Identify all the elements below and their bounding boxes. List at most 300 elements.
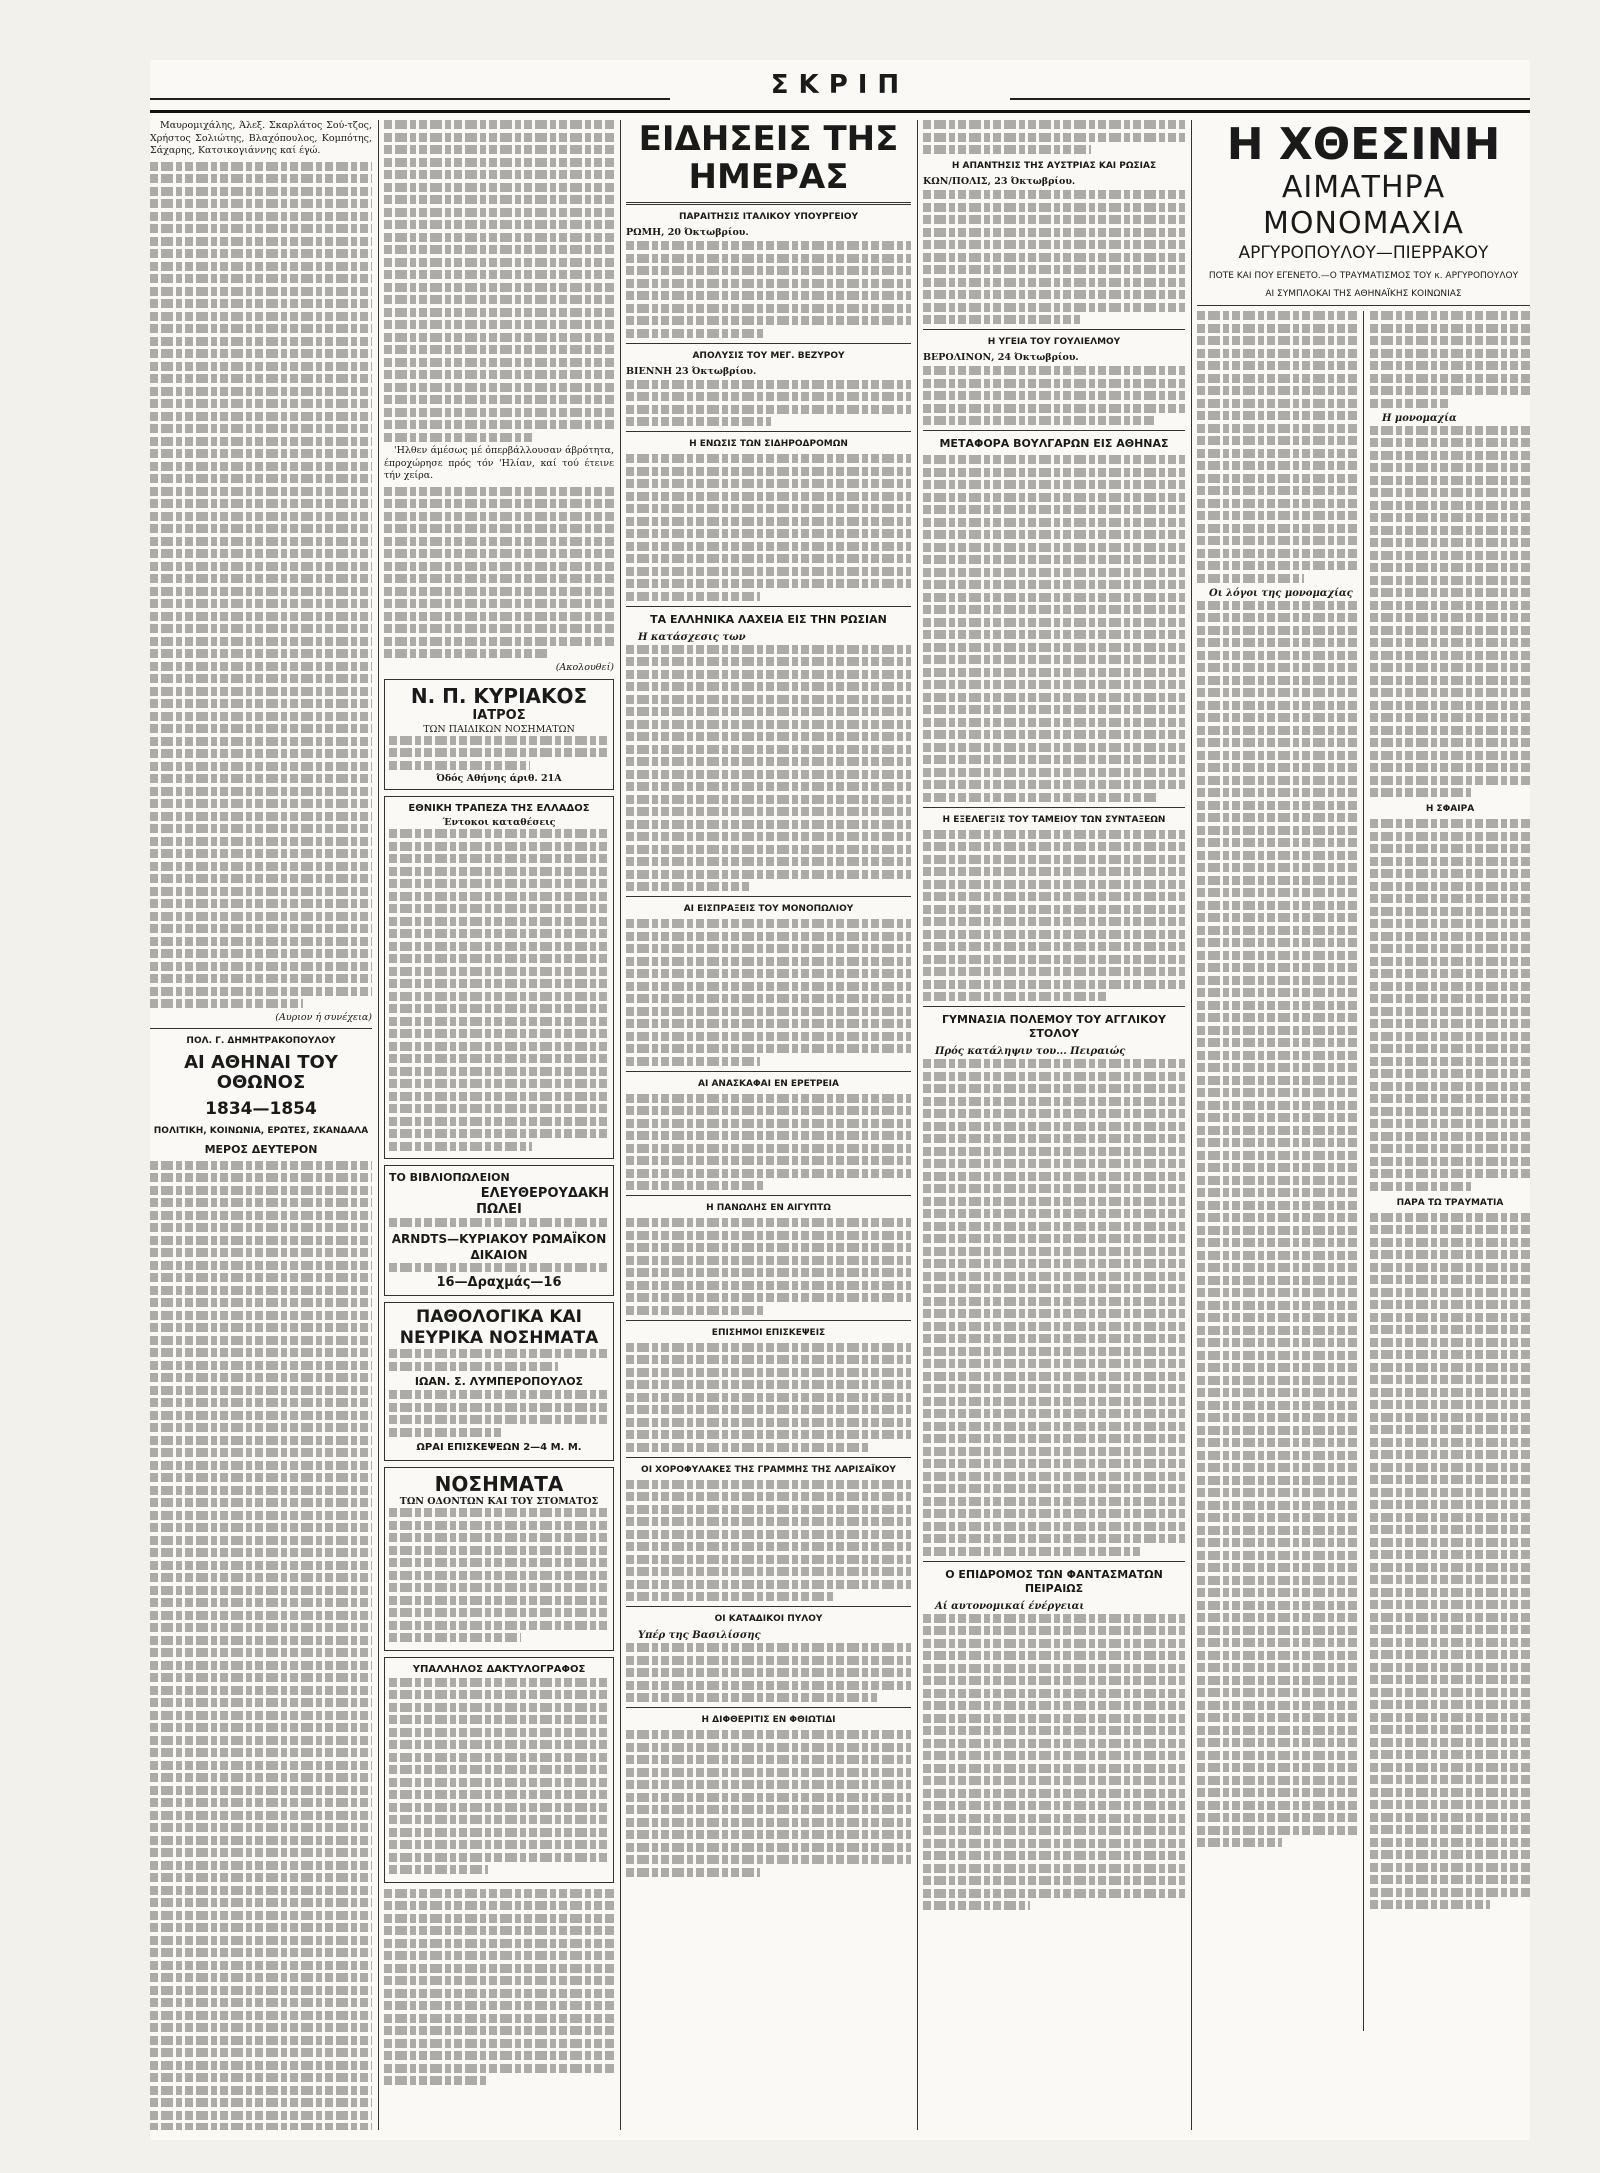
- text-block: [626, 380, 911, 427]
- text-line: [923, 855, 1185, 864]
- continuation-note: (Αυριον ή συνέχεια): [275, 1011, 372, 1023]
- text-line: [1197, 988, 1357, 997]
- text-line: [923, 530, 1185, 539]
- text-line: [923, 1701, 1185, 1710]
- text-line: [1197, 436, 1357, 445]
- text-line: [389, 1571, 609, 1580]
- text-line: [150, 874, 372, 883]
- text-line: [1197, 663, 1357, 672]
- text-line: [150, 1586, 372, 1595]
- text-line: [923, 1334, 1185, 1343]
- text-line: [1370, 551, 1530, 560]
- text-line: [384, 2051, 614, 2060]
- text-line: [1370, 1463, 1530, 1472]
- text-line: [1370, 1388, 1530, 1397]
- text-line: [1370, 907, 1530, 916]
- text-block: [1197, 311, 1357, 583]
- text-line: [626, 316, 911, 325]
- text-line: [1370, 463, 1530, 472]
- text-line: [1197, 651, 1357, 660]
- text-line: [150, 599, 372, 608]
- text-line: [1370, 1132, 1530, 1141]
- news-headline: ΓΥΜΝΑΣΙΑ ΠΟΛΕΜΟΥ ΤΟΥ ΑΓΓΛΙΚΟΥ ΣΤΟΛΟΥ: [942, 1013, 1166, 1040]
- text-line: [1197, 851, 1357, 860]
- text-line: [923, 1247, 1185, 1256]
- text-line: [1370, 1563, 1530, 1572]
- ad-subtitle: ΤΩΝ ΟΔΟΝΤΩΝ ΚΑΙ ΤΟΥ ΣΤΟΜΑΤΟΣ: [399, 1496, 599, 1507]
- text-line: [923, 1397, 1185, 1406]
- text-line: [150, 662, 372, 671]
- text-line: [1370, 1688, 1530, 1697]
- text-line: [1197, 536, 1357, 545]
- text-line: [923, 1851, 1185, 1860]
- text-line: [150, 2098, 372, 2107]
- text-line: [384, 245, 614, 254]
- text-line: [923, 618, 1185, 627]
- text-line: [1370, 576, 1530, 585]
- ad-shop-name: ΕΛΕΥΘΕΡΟΥΔΑΚΗ: [480, 1186, 609, 1201]
- text-line: [626, 670, 911, 679]
- text-line: [384, 1939, 614, 1948]
- text-line: [1197, 1451, 1357, 1460]
- text-line: [384, 562, 614, 571]
- text-line: [1197, 336, 1357, 345]
- text-line: [923, 1839, 1185, 1848]
- text-line: [384, 370, 614, 379]
- text-line: [384, 599, 614, 608]
- text-line: [150, 1473, 372, 1482]
- text-line: [150, 637, 372, 646]
- text-line: [150, 2123, 372, 2130]
- text-line: [384, 258, 614, 267]
- text-line: [1197, 1638, 1357, 1647]
- text-line: [389, 1803, 609, 1812]
- column-3: [626, 120, 911, 2130]
- text-line: [150, 2011, 372, 2020]
- feature-deck: ΑΙ ΣΥΜΠΛΟΚΑΙ ΤΗΣ ΑΘΗΝΑΪΚΗΣ ΚΟΙΝΩΝΙΑΣ: [1265, 289, 1462, 299]
- text-line: [1370, 1588, 1530, 1597]
- text-line: [1197, 1488, 1357, 1497]
- text-line: [923, 203, 1185, 212]
- text-line: [150, 1923, 372, 1932]
- text-line: [384, 158, 614, 167]
- text-line: [150, 862, 372, 871]
- text-block: [626, 1343, 911, 1452]
- text-line: [626, 417, 771, 426]
- text-line: [1197, 1838, 1282, 1847]
- text-line: [384, 170, 614, 179]
- divider: [626, 1457, 911, 1458]
- text-line: [923, 880, 1185, 889]
- text-line: [923, 1309, 1185, 1318]
- text-line: [384, 358, 614, 367]
- text-line: [150, 612, 372, 621]
- text-line: [923, 315, 1080, 324]
- text-line: [384, 320, 614, 329]
- text-line: [150, 1186, 372, 1195]
- news-headline: ΤΑ ΕΛΛΗΝΙΚΑ ΛΑΧΕΙΑ ΕΙΣ ΤΗΝ ΡΩΣΙΑΝ: [650, 612, 887, 626]
- dateline-text: ΒΙΕΝΝΗ 23 Όκτωβρίου.: [626, 365, 757, 377]
- text-line: [626, 1293, 911, 1302]
- ad-title: ΤΟ ΒΙΒΛΙΟΠΩΛΕΙΟΝ: [389, 1171, 510, 1184]
- text-line: [626, 405, 911, 414]
- column-rule: [1191, 120, 1192, 2130]
- text-line: [1197, 424, 1357, 433]
- text-line: [626, 795, 911, 804]
- text-line: [389, 917, 609, 926]
- text-line: [1370, 1663, 1530, 1672]
- text-line: [1197, 838, 1357, 847]
- text-line: [150, 1798, 372, 1807]
- text-line: [150, 1686, 372, 1695]
- text-line: [626, 567, 911, 576]
- text-line: [384, 1889, 614, 1898]
- text-line: [923, 892, 1185, 901]
- text-line: [923, 980, 1185, 989]
- text-line: [1197, 751, 1357, 760]
- text-line: [1370, 688, 1530, 697]
- divider: [626, 343, 911, 344]
- text-line: [1197, 511, 1357, 520]
- text-line: [923, 391, 1185, 400]
- divider: [626, 1320, 911, 1321]
- text-line: [923, 755, 1185, 764]
- text-line: [150, 1898, 372, 1907]
- text-line: [150, 1211, 372, 1220]
- text-line: [1370, 1275, 1530, 1284]
- text-line: [1197, 1101, 1357, 1110]
- text-line: [1197, 1526, 1357, 1535]
- text-line: [1370, 1725, 1530, 1734]
- text-line: [1370, 626, 1530, 635]
- text-line: [150, 174, 372, 183]
- text-line: [1197, 1576, 1357, 1585]
- text-line: [389, 1403, 609, 1412]
- dateline: [626, 366, 911, 377]
- text-line: [1197, 863, 1357, 872]
- text-line: [1197, 1051, 1357, 1060]
- serial-years: 1834—1854: [205, 1098, 317, 1119]
- text-line: [1197, 1513, 1357, 1522]
- news-headline: Η ΑΠΑΝΤΗΣΙΣ ΤΗΣ ΑΥΣΤΡΙΑΣ ΚΑΙ ΡΩΣΙΑΣ: [951, 161, 1157, 171]
- text-line: [1197, 1213, 1357, 1222]
- text-line: [150, 2086, 372, 2095]
- text-line: [626, 1768, 911, 1777]
- text-line: [626, 492, 911, 501]
- text-line: [923, 228, 1185, 237]
- text-line: [1197, 374, 1357, 383]
- text-line: [626, 1843, 911, 1852]
- text-line: [1197, 1463, 1357, 1472]
- text-line: [150, 299, 372, 308]
- text-line: [1370, 1788, 1530, 1797]
- text-line: [923, 468, 1185, 477]
- text-line: [150, 437, 372, 446]
- text-line: [1197, 601, 1357, 610]
- text-line: [1370, 501, 1530, 510]
- divider: [626, 1195, 911, 1196]
- text-line: [923, 1676, 1185, 1685]
- divider: [923, 1006, 1185, 1007]
- news-headline: ΑΠΟΛΥΣΙΣ ΤΟΥ ΜΕΓ. ΒΕΖΥΡΟΥ: [692, 350, 845, 361]
- text-line: [1370, 324, 1530, 333]
- text-line: [626, 1380, 911, 1389]
- text-line: [1197, 349, 1357, 358]
- column-rule: [917, 120, 918, 2130]
- text-line: [150, 474, 372, 483]
- text-line: [626, 1268, 911, 1277]
- text-line: [626, 957, 911, 966]
- text-line: [150, 1198, 372, 1207]
- text-line: [1370, 676, 1530, 685]
- divider: [626, 1606, 911, 1607]
- text-block: [626, 1643, 911, 1702]
- text-line: [150, 1386, 372, 1395]
- text-line: [923, 1472, 1185, 1481]
- text-line: [923, 1384, 1185, 1393]
- text-line: [923, 133, 1185, 142]
- text-line: [923, 1776, 1185, 1785]
- text-block: [384, 487, 614, 659]
- text-line: [150, 1648, 372, 1657]
- text-line: [150, 1461, 372, 1470]
- text-line: [384, 512, 614, 521]
- text-line: [1370, 1875, 1530, 1884]
- text-line: [1370, 1082, 1530, 1091]
- text-line: [1197, 1476, 1357, 1485]
- text-line: [150, 1861, 372, 1870]
- text-line: [923, 1359, 1185, 1368]
- text-line: [923, 1639, 1185, 1648]
- text-line: [1197, 713, 1357, 722]
- text-line: [1370, 788, 1471, 797]
- text-line: [626, 479, 911, 488]
- text-line: [1197, 1226, 1357, 1235]
- text-line: [1197, 1026, 1357, 1035]
- text-line: [626, 542, 911, 551]
- text-line: [150, 799, 372, 808]
- text-line: [1197, 461, 1357, 470]
- text-line: [626, 1430, 911, 1439]
- text-line: [923, 1322, 1185, 1331]
- text-line: [626, 845, 911, 854]
- text-line: [150, 1448, 372, 1457]
- text-line: [1197, 1263, 1357, 1272]
- text-line: [626, 1256, 911, 1265]
- text-line: [150, 1986, 372, 1995]
- text-line: [1370, 1144, 1530, 1153]
- text-line: [626, 1730, 911, 1739]
- text-line: [389, 1129, 609, 1138]
- text-block: [384, 120, 614, 442]
- text-line: [1197, 701, 1357, 710]
- text-line: [1197, 1188, 1357, 1197]
- text-line: [384, 2026, 614, 2035]
- text-line: [1370, 374, 1530, 383]
- text-line: [389, 1828, 609, 1837]
- text-line: [389, 842, 609, 851]
- text-line: [150, 2048, 372, 2057]
- text-line: [1370, 336, 1530, 345]
- text-line: [626, 695, 911, 704]
- text-line: [389, 1017, 609, 1026]
- text-line: [389, 761, 530, 770]
- text-block: [1197, 601, 1357, 1848]
- text-line: [389, 1079, 609, 1088]
- text-line: [1197, 1201, 1357, 1210]
- text-line: [150, 1598, 372, 1607]
- text-line: [1197, 1163, 1357, 1172]
- ad-subtitle: Έντοκοι καταθέσεις: [442, 817, 556, 828]
- text-line: [389, 1349, 609, 1358]
- text-line: [150, 1511, 372, 1520]
- text-line: [150, 224, 372, 233]
- text-line: [384, 1901, 614, 1910]
- text-line: [923, 543, 1185, 552]
- divider: [923, 430, 1185, 431]
- text-line: [1370, 613, 1530, 622]
- text-line: [150, 587, 372, 596]
- text-line: [1370, 1263, 1530, 1272]
- text-line: [923, 730, 1185, 739]
- text-line: [1197, 1388, 1357, 1397]
- text-line: [1370, 1238, 1530, 1247]
- text-line: [1370, 882, 1530, 891]
- divider: [923, 329, 1185, 330]
- text-line: [150, 1848, 372, 1857]
- text-line: [150, 1498, 372, 1507]
- ad-title: ΥΠΑΛΛΗΛΟΣ ΔΑΚΤΥΛΟΓΡΑΦΟΣ: [412, 1663, 586, 1675]
- text-line: [1370, 1250, 1530, 1259]
- text-line: [1197, 1363, 1357, 1372]
- text-line: [1197, 676, 1357, 685]
- text-line: [923, 303, 1185, 312]
- text-line: [150, 512, 372, 521]
- text-line: [1370, 386, 1530, 395]
- text-line: [1370, 1625, 1530, 1634]
- text-line: [923, 366, 1185, 375]
- text-line: [626, 707, 911, 716]
- text-line: [1370, 1838, 1530, 1847]
- text-line: [384, 433, 534, 442]
- text-block: [389, 1508, 609, 1642]
- text-line: [923, 1751, 1185, 1760]
- text-line: [150, 524, 372, 533]
- text-line: [1197, 738, 1357, 747]
- text-line: [1197, 411, 1357, 420]
- column-2: [384, 120, 614, 2130]
- text-line: [923, 942, 1185, 951]
- text-line: [389, 1740, 609, 1749]
- text-line: [923, 1147, 1185, 1156]
- text-line: [150, 1936, 372, 1945]
- text-line: [384, 383, 614, 392]
- text-line: [389, 1104, 609, 1113]
- text-line: [150, 849, 372, 858]
- text-line: [626, 454, 911, 463]
- text-line: [626, 1181, 766, 1190]
- text-line: [923, 1272, 1185, 1281]
- text-line: [923, 1409, 1185, 1418]
- text-line: [923, 1484, 1185, 1493]
- column-rule: [378, 120, 379, 2130]
- ad-title: ΝΟΣΗΜΑΤΑ: [434, 1472, 564, 1496]
- text-line: [384, 624, 614, 633]
- continuation-note: (Ακολουθεί): [555, 661, 614, 673]
- text-line: [626, 807, 911, 816]
- masthead-rule-right: [1010, 98, 1530, 100]
- text-line: [1197, 1301, 1357, 1310]
- text-line: [384, 1951, 614, 1960]
- text-line: [1197, 1601, 1357, 1610]
- text-line: [150, 1323, 372, 1332]
- text-line: [150, 249, 372, 258]
- text-line: [150, 1223, 372, 1232]
- text-line: [1197, 1126, 1357, 1135]
- dateline-text: ΡΩΜΗ, 20 Όκτωβρίου.: [626, 227, 749, 238]
- column-5: [1197, 120, 1530, 2130]
- text-line: [389, 1853, 609, 1862]
- text-line: [389, 1865, 488, 1874]
- text-line: [389, 1678, 609, 1687]
- text-line: [923, 655, 1185, 664]
- typist-ad: [384, 1657, 614, 1883]
- news-subhead: Υπέρ της Βασιλίσσης: [638, 1630, 761, 1641]
- text-line: [1370, 726, 1530, 735]
- text-line: [626, 870, 911, 879]
- text-line: [923, 480, 1185, 489]
- feature-subtitle: ΑΙΜΑΤΗΡΑ ΜΟΝΟΜΑΧΙΑ: [1263, 170, 1464, 241]
- text-line: [626, 1032, 911, 1041]
- text-line: [626, 1393, 911, 1402]
- text-line: [150, 987, 372, 996]
- text-line: [1197, 1063, 1357, 1072]
- text-line: [923, 1059, 1185, 1068]
- text-line: [923, 1689, 1185, 1698]
- text-line: [150, 374, 372, 383]
- divider: [626, 896, 911, 897]
- text-line: [1197, 1701, 1357, 1710]
- text-line: [389, 1690, 609, 1699]
- divider: [923, 807, 1185, 808]
- text-line: [626, 554, 911, 563]
- text-line: [923, 1297, 1185, 1306]
- text-line: [150, 824, 372, 833]
- text-line: [384, 333, 614, 342]
- text-line: [150, 937, 372, 946]
- text-line: [923, 793, 1156, 802]
- text-line: [150, 624, 372, 633]
- text-line: [923, 1826, 1185, 1835]
- news-headline: ΠΑΡΑΙΤΗΣΙΣ ΙΤΑΛΙΚΟΥ ΥΠΟΥΡΓΕΙΟΥ: [678, 212, 859, 222]
- text-line: [1197, 1351, 1357, 1360]
- text-line: [1370, 651, 1530, 660]
- text-line: [384, 2014, 614, 2023]
- text-block: [384, 1889, 614, 2086]
- text-line: [626, 1656, 911, 1665]
- text-line: [626, 657, 911, 666]
- text-line: [626, 579, 911, 588]
- text-line: [150, 812, 372, 821]
- text-line: [923, 955, 1185, 964]
- text-line: [1197, 1776, 1357, 1785]
- text-block: [1370, 1213, 1530, 1910]
- text-line: [389, 1633, 521, 1642]
- text-line: [626, 1044, 911, 1053]
- text-line: [1370, 1169, 1530, 1178]
- text-block: [923, 455, 1185, 802]
- ad-name: Ν. Π. ΚΥΡΙΑΚΟΣ: [410, 683, 588, 708]
